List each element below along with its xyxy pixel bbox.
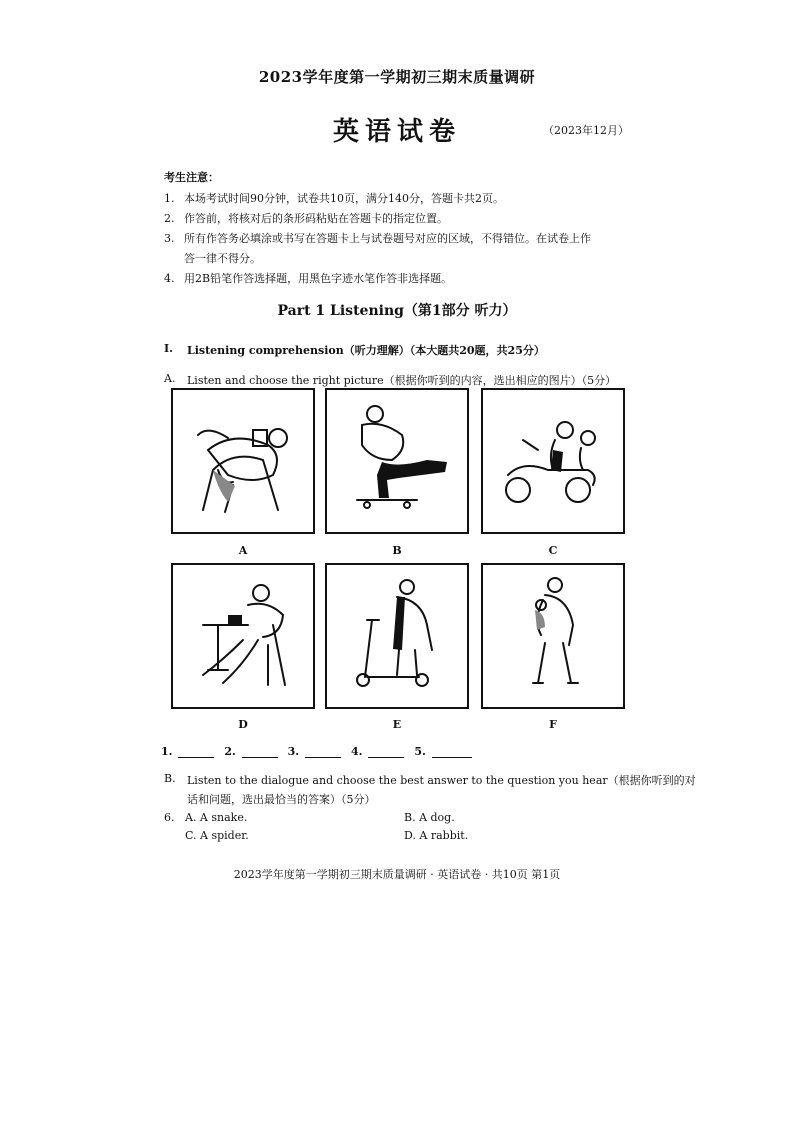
person-reading-in-chair-icon xyxy=(173,390,313,532)
blank-num: 2. xyxy=(224,745,236,758)
option-d: D. A rabbit. xyxy=(404,829,469,842)
notice-num: 1. xyxy=(164,192,175,205)
answer-blank[interactable] xyxy=(368,757,404,758)
notice-heading: 考生注意： xyxy=(164,171,219,184)
notice-num: 3. xyxy=(164,232,175,245)
picture-label: C xyxy=(548,544,558,557)
notice-text: 本场考试时间90分钟，试卷共10页，满分140分，答题卡共2页。 xyxy=(184,192,504,205)
exam-title: 2023学年度第一学期初三期末质量调研 xyxy=(258,68,536,86)
answer-blank[interactable] xyxy=(178,757,214,758)
answer-blank[interactable] xyxy=(242,757,278,758)
section-num: I. xyxy=(164,342,173,355)
section-num: A. xyxy=(164,372,176,385)
part-heading: Part 1 Listening（第1部分 听力） xyxy=(277,303,517,319)
answer-blank[interactable] xyxy=(305,757,341,758)
exam-date: （2023年12月） xyxy=(543,124,629,137)
notice-text: 所有作答务必填涂或书写在答题卡上与试卷题号对应的区域，不得错位。在试卷上作 xyxy=(184,232,591,245)
picture-label: D xyxy=(238,718,248,731)
notice-text: 用2B铅笔作答选择题，用黑色字迹水笔作答非选择题。 xyxy=(184,272,453,285)
section-heading: Listening comprehension（听力理解）（本大题共20题，共25分） xyxy=(187,344,545,357)
picture-label: E xyxy=(392,718,402,731)
question-num: 6. xyxy=(164,811,175,824)
person-with-kick-scooter-icon xyxy=(327,565,467,707)
section-num: B. xyxy=(164,772,176,785)
option-c: C. A spider. xyxy=(185,829,249,842)
option-a: A. A snake. xyxy=(185,811,248,824)
option-b: B. A dog. xyxy=(404,811,455,824)
page-footer: 2023学年度第一学期初三期末质量调研 · 英语试卷 · 共10页 第1页 xyxy=(233,868,561,881)
blank-num: 3. xyxy=(287,745,300,758)
subject-title: 英语试卷 xyxy=(332,117,461,147)
picture-b xyxy=(325,388,469,534)
person-skateboarding-icon xyxy=(327,390,467,532)
people-riding-scooter-icon xyxy=(483,390,623,532)
notice-text: 作答前，将核对后的条形码粘贴在答题卡的指定位置。 xyxy=(184,212,448,225)
picture-label: A xyxy=(238,544,248,557)
picture-d xyxy=(171,563,315,709)
notice-num: 2. xyxy=(164,212,175,225)
picture-label: B xyxy=(392,544,402,557)
section-instruction: Listen to the dialogue and choose the best answer to the question you hear（根据你听到的对 xyxy=(187,774,696,787)
picture-c xyxy=(481,388,625,534)
notice-num: 4. xyxy=(164,272,175,285)
blank-num: 1. xyxy=(161,745,173,758)
section-instruction: Listen and choose the right picture（根据你听到的内容，选出相应的图片）（5分） xyxy=(187,374,617,387)
answer-blanks xyxy=(161,745,478,758)
picture-e xyxy=(325,563,469,709)
blank-num: 5. xyxy=(414,745,426,758)
blank-num: 4. xyxy=(350,745,363,758)
answer-blank[interactable] xyxy=(432,757,472,758)
person-carrying-child-icon xyxy=(483,565,623,707)
person-with-laptop-icon xyxy=(173,565,313,707)
section-instruction: 话和问题，选出最恰当的答案）（5分） xyxy=(187,793,376,806)
picture-f xyxy=(481,563,625,709)
picture-label: F xyxy=(549,718,557,731)
picture-a xyxy=(171,388,315,534)
notice-text: 答一律不得分。 xyxy=(184,252,261,265)
